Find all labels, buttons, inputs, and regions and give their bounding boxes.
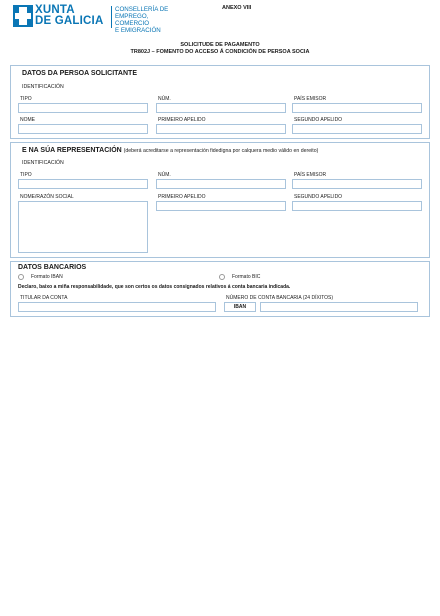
annex-label: ANEXO VIII: [222, 5, 252, 11]
representative-pais-label: PAÍS EMISOR: [294, 172, 327, 178]
applicant-apelido1-label: PRIMEIRO APELIDO: [158, 117, 206, 123]
account-number-field[interactable]: [260, 302, 418, 312]
applicant-section-title: DATOS DA PERSOA SOLICITANTE: [22, 70, 137, 77]
bank-section-title: DATOS BANCARIOS: [18, 264, 87, 271]
department-name: CONSELLERÍA DE EMPREGO, COMERCIO E EMIGRACIÓN: [115, 6, 169, 34]
format-iban-label: Formato IBAN: [31, 274, 63, 280]
representative-apelido1-label: PRIMEIRO APELIDO: [158, 194, 206, 200]
representative-identification-label: IDENTIFICACIÓN: [22, 160, 64, 166]
representative-section-title: E NA SÚA REPRESENTACIÓN (deberá acreditarse a representación fidedigna por calquera medio válido en dereito): [22, 147, 319, 154]
document-title: SOLICITUDE DE PAGAMENTO TR802J – FOMENTO DO ACCESO Á CONDICIÓN DE PERSOA SOCIA: [0, 42, 440, 56]
format-bic-label: Formato BIC: [232, 274, 261, 280]
representative-apelido2-field[interactable]: [292, 201, 422, 211]
applicant-apelido2-label: SEGUNDO APELIDO: [294, 117, 343, 123]
applicant-pais-label: PAÍS EMISOR: [294, 96, 327, 102]
representative-apelido1-field[interactable]: [156, 201, 286, 211]
account-holder-label: TITULAR DA CONTA: [20, 295, 68, 301]
document-subtitle: TR802J – FOMENTO DO ACCESO Á CONDICIÓN DE PERSOA SOCIA: [130, 49, 310, 55]
representative-tipo-label: TIPO: [20, 172, 32, 178]
applicant-apelido1-field[interactable]: [156, 124, 286, 134]
representative-num-label: NÚM.: [158, 172, 171, 178]
applicant-identification-label: IDENTIFICACIÓN: [22, 84, 64, 90]
galicia-cross-icon: [13, 5, 33, 27]
format-iban-radio[interactable]: [18, 274, 24, 280]
representative-pais-field[interactable]: [292, 179, 422, 189]
iban-prefix: IBAN: [224, 302, 256, 312]
bank-declaration: Declaro, baixo a miña responsabilidade, que son certos os datos consignados relativos á conta bancaria indicada.: [18, 284, 291, 290]
applicant-pais-field[interactable]: [292, 103, 422, 113]
representative-nome-field[interactable]: [18, 201, 148, 253]
applicant-tipo-field[interactable]: [18, 103, 148, 113]
representative-section: [10, 142, 430, 258]
xunta-logo: [13, 4, 183, 34]
representative-nome-label: NOME/RAZÓN SOCIAL: [20, 194, 74, 200]
applicant-tipo-label: TIPO: [20, 96, 32, 102]
applicant-nome-label: NOME: [20, 117, 35, 123]
representative-note: (deberá acreditarse a representación fidedigna por calquera medio válido en dereito): [123, 148, 319, 154]
logo-divider: [111, 6, 112, 28]
applicant-nome-field[interactable]: [18, 124, 148, 134]
account-number-label: NÚMERO DE CONTA BANCARIA (24 DÍXITOS): [226, 295, 334, 301]
representative-num-field[interactable]: [156, 179, 286, 189]
bank-section: [10, 261, 430, 317]
format-bic-radio[interactable]: [219, 274, 225, 280]
applicant-section: [10, 65, 430, 139]
applicant-num-label: NÚM.: [158, 96, 171, 102]
brand-name: XUNTA DE GALICIA: [35, 4, 104, 27]
representative-apelido2-label: SEGUNDO APELIDO: [294, 194, 343, 200]
applicant-num-field[interactable]: [156, 103, 286, 113]
account-holder-field[interactable]: [18, 302, 216, 312]
applicant-apelido2-field[interactable]: [292, 124, 422, 134]
representative-tipo-field[interactable]: [18, 179, 148, 189]
